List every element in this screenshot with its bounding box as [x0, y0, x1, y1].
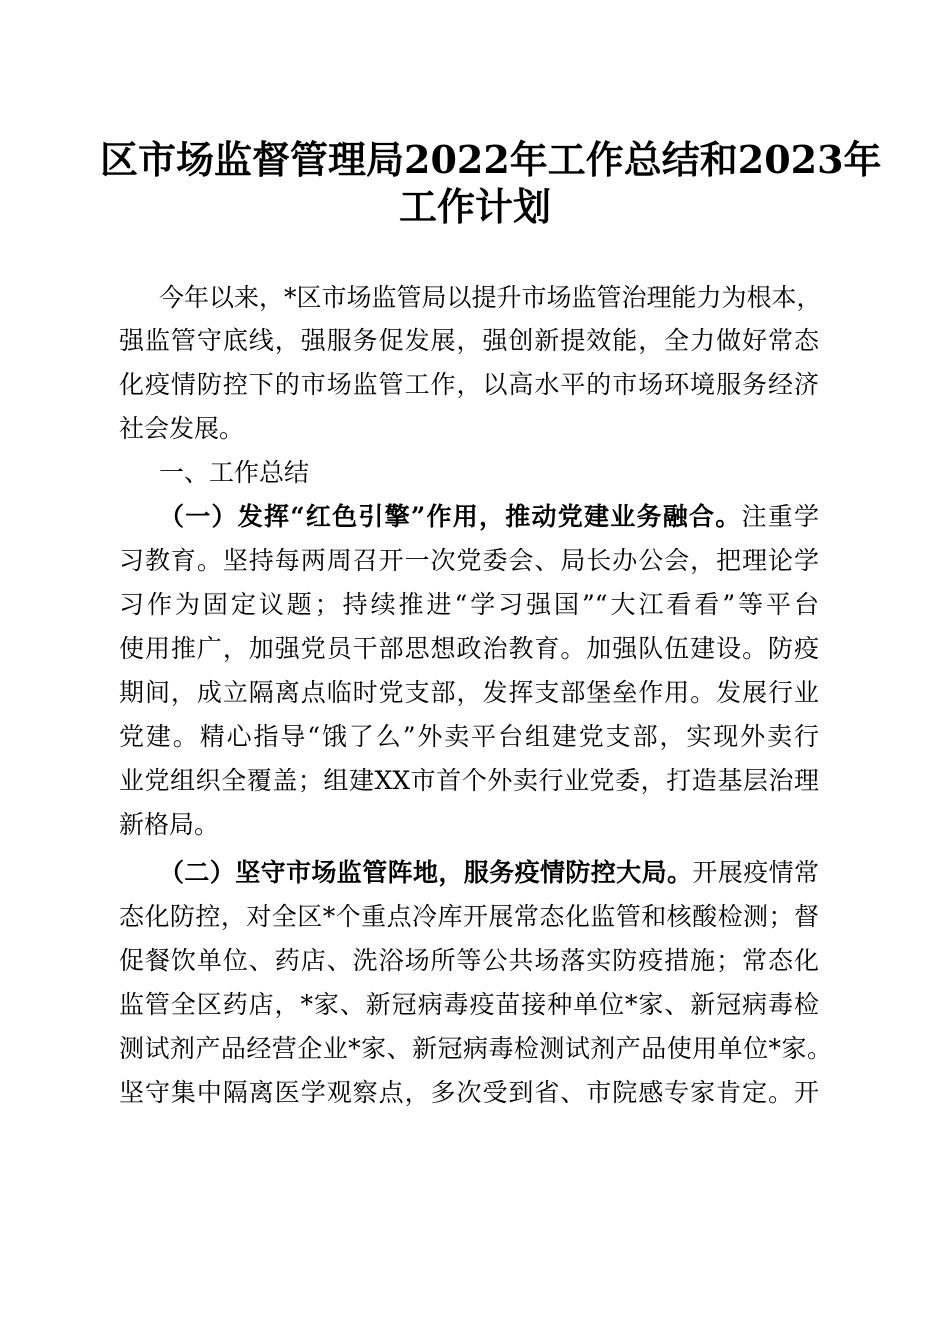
document-title-line-1: 区市场监督管理局2022年工作总结和2023年 [100, 137, 882, 182]
subsection-1-line-2: 习教育。坚持每两周召开一次党委会、局长办公会，把理论学 [119, 546, 819, 575]
subsection-2-line-1-rest: 开展疫情常 [692, 858, 819, 887]
subsection-1-line-1-rest: 注重学 [741, 502, 819, 531]
section-heading-work-summary: 一、工作总结 [159, 458, 310, 487]
subsection-1-line-6: 党建。精心指导“饿了么”外卖平台组建党支部，实现外卖行 [119, 722, 819, 751]
subsection-2-heading: （二）坚守市场监管阵地，服务疫情防控大局。 [159, 858, 693, 887]
subsection-2-line-3: 促餐饮单位、药店、洗浴场所等公共场落实防疫措施；常态化 [119, 946, 819, 975]
subsection-1-line-3: 习作为固定议题；持续推进“学习强国”“大江看看”等平台 [119, 590, 819, 619]
subsection-2-line-1 [159, 856, 819, 890]
intro-line-1: 今年以来，*区市场监管局以提升市场监管治理能力为根本， [159, 283, 822, 312]
subsection-1-heading: （一）发挥“红色引擎”作用，推动党建业务融合。 [159, 502, 742, 531]
intro-line-2: 强监管守底线，强服务促发展，强创新提效能，全力做好常态 [119, 326, 819, 355]
document-title-line-2: 工作计划 [398, 184, 551, 229]
intro-line-3: 化疫情防控下的市场监管工作，以高水平的市场环境服务经济 [119, 370, 819, 399]
subsection-2-line-6: 坚守集中隔离医学观察点，多次受到省、市院感专家肯定。开 [119, 1078, 819, 1107]
subsection-1-line-7: 业党组织全覆盖；组建XX市首个外卖行业党委，打造基层治理 [119, 766, 819, 795]
subsection-1-line-8: 新格局。 [119, 810, 220, 839]
subsection-1-line-1 [159, 500, 819, 534]
subsection-1-line-4: 使用推广，加强党员干部思想政治教育。加强队伍建设。防疫 [119, 634, 819, 663]
intro-line-4: 社会发展。 [119, 414, 245, 443]
subsection-2-line-4: 监管全区药店，*家、新冠病毒疫苗接种单位*家、新冠病毒检 [119, 990, 819, 1019]
subsection-1-line-5: 期间，成立隔离点临时党支部，发挥支部堡垒作用。发展行业 [119, 678, 819, 707]
subsection-2-line-5: 测试剂产品经营企业*家、新冠病毒检测试剂产品使用单位*家。 [119, 1034, 832, 1063]
subsection-2-line-2: 态化防控，对全区*个重点冷库开展常态化监管和核酸检测；督 [119, 902, 819, 931]
